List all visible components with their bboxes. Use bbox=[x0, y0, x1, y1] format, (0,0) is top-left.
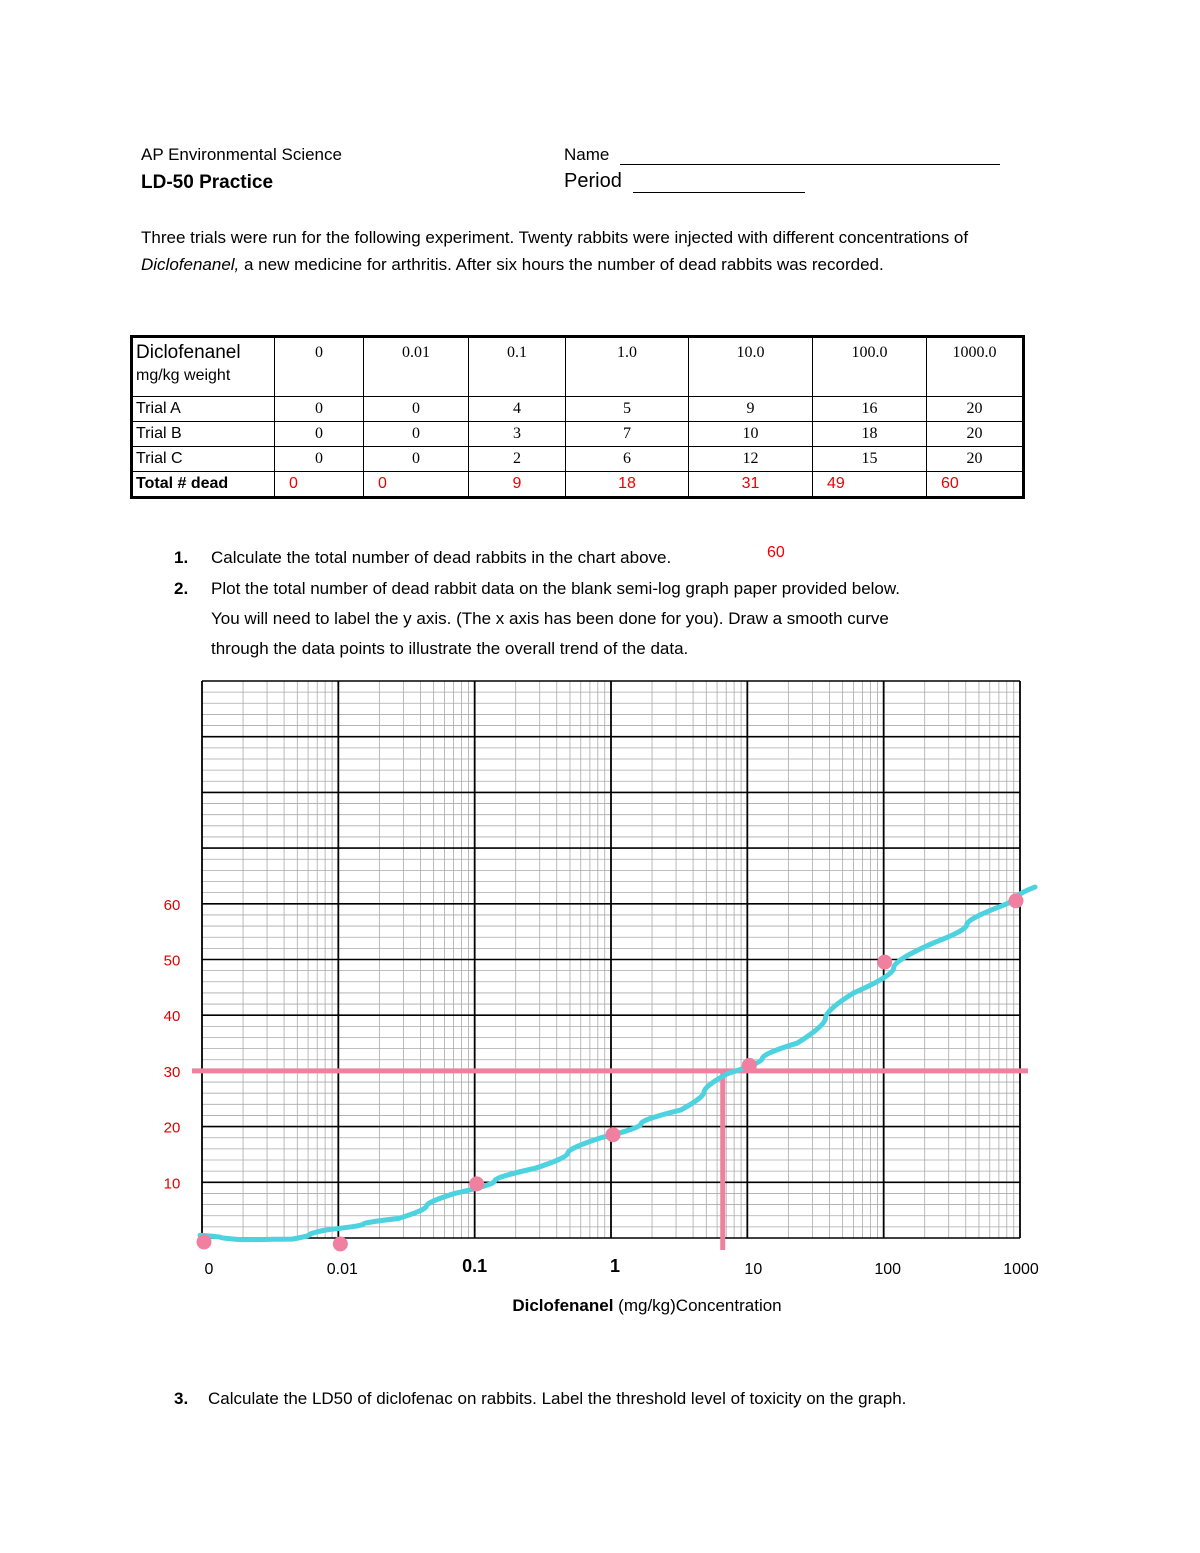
q1-answer: 60 bbox=[767, 544, 785, 561]
table-cell: 2 bbox=[469, 447, 566, 472]
conc-cell: 100.0 bbox=[813, 337, 927, 397]
table-cell: 0 bbox=[275, 397, 364, 422]
q3-number: 3. bbox=[174, 1389, 189, 1408]
question-2-line-3: through the data points to illustrate the overall trend of the data. bbox=[211, 639, 689, 658]
y-tick-label: 40 bbox=[163, 1008, 181, 1026]
conc-cell: 1.0 bbox=[566, 337, 689, 397]
period-label: Period bbox=[564, 170, 622, 192]
header-drug-name: Diclofenanel bbox=[136, 342, 241, 363]
table-cell: 0 bbox=[364, 447, 469, 472]
table-cell: 6 bbox=[566, 447, 689, 472]
table-cell: 20 bbox=[927, 422, 1024, 447]
x-tick-labels bbox=[205, 1256, 1039, 1278]
y-tick-labels bbox=[164, 897, 181, 1193]
data-point bbox=[197, 1235, 212, 1250]
conc-cell: 0.01 bbox=[364, 337, 469, 397]
data-point bbox=[742, 1058, 757, 1073]
table-cell: 20 bbox=[927, 397, 1024, 422]
data-point bbox=[1009, 893, 1024, 908]
table-cell: 4 bbox=[469, 397, 566, 422]
question-2-line-2: You will need to label the y axis. (The x axis has been done for you). Draw a smooth curve bbox=[211, 609, 889, 628]
header-unit: mg/kg weight bbox=[136, 367, 231, 384]
table-cell: 7 bbox=[566, 422, 689, 447]
total-cell: 60 bbox=[927, 472, 1024, 498]
y-tick-label: 30 bbox=[163, 1063, 181, 1081]
data-point bbox=[469, 1176, 484, 1191]
data-point bbox=[606, 1127, 621, 1142]
total-cell: 18 bbox=[566, 472, 689, 498]
conc-cell: 1000.0 bbox=[927, 337, 1024, 397]
worksheet-title: LD-50 Practice bbox=[141, 172, 274, 193]
table-cell: 16 bbox=[813, 397, 927, 422]
table-cell: 20 bbox=[927, 447, 1024, 472]
intro-paragraph: Three trials were run for the following experiment. Twenty rabbits were injected with different concentrations of Diclofenanel, a new medicine for arthritis. After six hours the number of dead rabbits was recorded. bbox=[141, 228, 969, 274]
x-axis-label-bold: Diclofenanel bbox=[512, 1296, 614, 1315]
question-1: Calculate the total number of dead rabbits in the chart above. bbox=[211, 548, 672, 567]
total-cell: 9 bbox=[469, 472, 566, 498]
conc-cell: 10.0 bbox=[689, 337, 813, 397]
total-label: Total # dead bbox=[132, 472, 275, 498]
question-3: Calculate the LD50 of diclofenac on rabbits. Label the threshold level of toxicity on the graph. bbox=[208, 1389, 907, 1408]
x-tick-label: 1 bbox=[609, 1256, 621, 1276]
table-cell: 0 bbox=[275, 447, 364, 472]
table-cell: 15 bbox=[813, 447, 927, 472]
y-tick-label: 60 bbox=[163, 896, 181, 914]
x-tick-label: 0 bbox=[204, 1261, 214, 1278]
course-name: AP Environmental Science bbox=[141, 145, 342, 164]
table-cell: 9 bbox=[689, 397, 813, 422]
q1-number: 1. bbox=[174, 548, 189, 567]
name-label: Name bbox=[564, 145, 610, 164]
row-label: Trial B bbox=[132, 422, 275, 447]
table-cell: 12 bbox=[689, 447, 813, 472]
total-cell: 0 bbox=[364, 472, 469, 498]
y-tick-label: 50 bbox=[163, 952, 181, 970]
x-tick-label: 0.1 bbox=[462, 1256, 488, 1276]
x-axis-label bbox=[512, 1296, 781, 1315]
total-cell: 49 bbox=[813, 472, 927, 498]
question-2-line-1: Plot the total number of dead rabbit data on the blank semi-log graph paper provided below. bbox=[211, 579, 900, 598]
table-cell: 0 bbox=[275, 422, 364, 447]
conc-cell: 0 bbox=[275, 337, 364, 397]
data-point bbox=[877, 955, 892, 970]
x-tick-label: 1000 bbox=[1003, 1261, 1039, 1278]
table-cell: 0 bbox=[364, 422, 469, 447]
table-cell: 0 bbox=[364, 397, 469, 422]
y-tick-label: 20 bbox=[163, 1119, 181, 1137]
conc-cell: 0.1 bbox=[469, 337, 566, 397]
table-cell: 18 bbox=[813, 422, 927, 447]
q2-number: 2. bbox=[174, 579, 189, 598]
x-axis-label-rest: (mg/kg)Concentration bbox=[618, 1296, 782, 1315]
y-tick-label: 10 bbox=[163, 1175, 181, 1193]
row-label: Trial A bbox=[132, 397, 275, 422]
x-tick-label: 100 bbox=[874, 1261, 902, 1278]
table-cell: 5 bbox=[566, 397, 689, 422]
table-cell: 10 bbox=[689, 422, 813, 447]
row-label: Trial C bbox=[132, 447, 275, 472]
total-cell: 0 bbox=[275, 472, 364, 498]
data-point bbox=[333, 1237, 348, 1252]
total-cell: 31 bbox=[689, 472, 813, 498]
table-cell: 3 bbox=[469, 422, 566, 447]
x-tick-label: 10 bbox=[744, 1261, 763, 1278]
x-tick-label: 0.01 bbox=[326, 1261, 358, 1278]
